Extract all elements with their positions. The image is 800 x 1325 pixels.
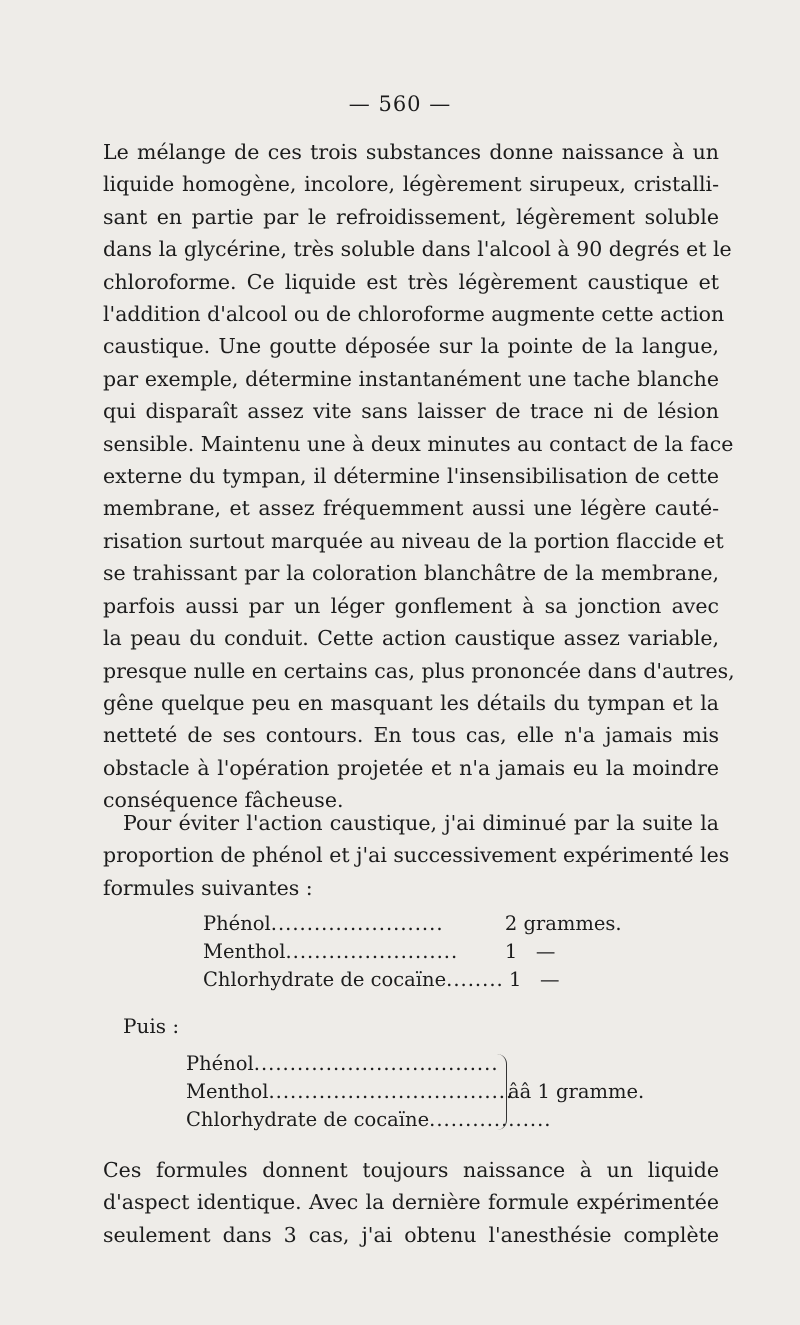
text-line: netteté de ses contours. En tous cas, elle n'a jamais mis bbox=[103, 723, 719, 748]
text-line: Pour éviter l'action caustique, j'ai diminué par la suite la bbox=[123, 811, 719, 835]
text-line: l'addition d'alcool ou de chloroforme augmente cette action bbox=[103, 302, 725, 327]
formula-1 bbox=[203, 910, 623, 994]
shared-quantity: ââ 1 gramme. bbox=[508, 1080, 645, 1103]
ingredient-name: Menthol bbox=[203, 940, 286, 963]
paragraph-1 bbox=[103, 136, 735, 817]
leader-dots: .................................. bbox=[268, 1080, 514, 1103]
text-line: formules suivantes : bbox=[103, 875, 313, 900]
ingredient-quantity: 1 — bbox=[504, 940, 556, 963]
text-line: se trahissant par la coloration blanchâtre de la membrane, bbox=[103, 561, 719, 586]
formula-row bbox=[203, 966, 623, 994]
text-line: sensible. Maintenu une à deux minutes au contact de la face bbox=[103, 431, 734, 456]
text-line: Le mélange de ces trois substances donne naissance à un bbox=[103, 140, 719, 164]
text-line: conséquence fâcheuse. bbox=[103, 788, 344, 813]
text-line: qui disparaît assez vite sans laisser de trace ni de lésion bbox=[103, 399, 719, 424]
text-line: seulement dans 3 cas, j'ai obtenu l'anesthésie complète bbox=[103, 1222, 719, 1247]
text-line: liquide homogène, incolore, légèrement sirupeux, cristalli- bbox=[103, 172, 719, 197]
text-line: chloroforme. Ce liquide est très légèrement caustique et bbox=[103, 269, 719, 294]
text-line: membrane, et assez fréquemment aussi une légère cauté- bbox=[103, 496, 719, 521]
text-line: caustique. Une goutte déposée sur la pointe de la langue, bbox=[103, 334, 719, 359]
text-line: gêne quelque peu en masquant les détails du tympan et la bbox=[103, 690, 719, 715]
formula-row bbox=[203, 938, 623, 966]
text-line: dans la glycérine, très soluble dans l'alcool à 90 degrés et le bbox=[103, 237, 732, 262]
text-line: sant en partie par le refroidissement, légèrement soluble bbox=[103, 204, 719, 229]
formula-row bbox=[186, 1106, 656, 1134]
ingredient-quantity: 1 — bbox=[509, 968, 560, 991]
leader-dots: ................. bbox=[429, 1108, 552, 1131]
text-line: par exemple, détermine instantanément une tache blanche bbox=[103, 366, 719, 391]
ingredient-name: Menthol bbox=[186, 1080, 269, 1103]
text-line: risation surtout marquée au niveau de la portion flaccide et bbox=[103, 528, 724, 553]
text-line: externe du tympan, il détermine l'insensibilisation de cette bbox=[103, 464, 719, 489]
text-line: proportion de phénol et j'ai successivement expérimenté les bbox=[103, 843, 730, 868]
text-line: d'aspect identique. Avec la dernière formule expérimentée bbox=[103, 1190, 719, 1215]
page-number: — 560 — bbox=[348, 92, 452, 116]
leader-dots: .................................. bbox=[253, 1052, 499, 1075]
formula-row bbox=[186, 1050, 656, 1078]
text-line: presque nulle en certains cas, plus prononcée dans d'autres, bbox=[103, 658, 735, 683]
leader-dots: ........ bbox=[446, 968, 504, 991]
ingredient-name: Phénol bbox=[186, 1052, 254, 1075]
ingredient-name: Phénol bbox=[203, 912, 271, 935]
leader-dots: ........................ bbox=[270, 912, 444, 935]
text-line: la peau du conduit. Cette action caustique assez variable, bbox=[103, 626, 719, 651]
text-line: obstacle à l'opération projetée et n'a jamais eu la moindre bbox=[103, 755, 719, 780]
puis-label: Puis : bbox=[123, 1014, 180, 1038]
ingredient-name: Chlorhydrate de cocaïne bbox=[203, 968, 447, 991]
grouping-brace bbox=[496, 1054, 507, 1130]
text-line: Ces formules donnent toujours naissance à un liquide bbox=[103, 1158, 719, 1182]
formula-2 bbox=[186, 1050, 656, 1134]
paragraph-3 bbox=[103, 1154, 719, 1251]
ingredient-quantity: 2 grammes. bbox=[504, 912, 622, 935]
ingredient-name: Chlorhydrate de cocaïne bbox=[186, 1108, 430, 1131]
paragraph-2 bbox=[103, 807, 730, 904]
leader-dots: ........................ bbox=[285, 940, 459, 963]
formula-row bbox=[203, 910, 623, 938]
text-line: parfois aussi par un léger gonflement à sa jonction avec bbox=[103, 593, 719, 618]
